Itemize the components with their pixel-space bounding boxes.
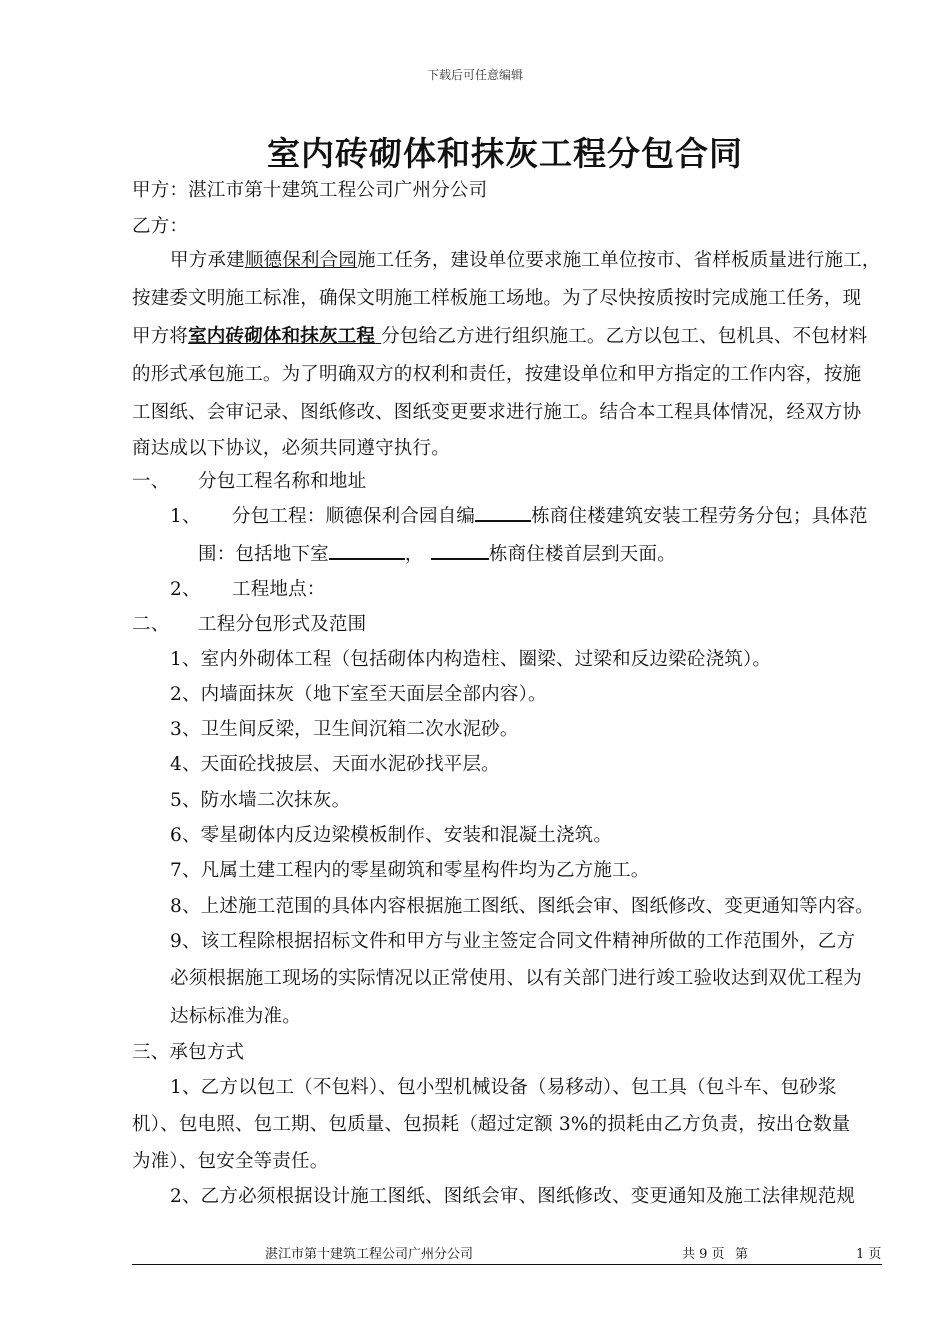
section2-item: 1、室内外砌体工程（包括砌体内构造柱、圈梁、过梁和反边梁砼浇筑）。 (170, 649, 772, 670)
item-text: 栋商住楼建筑安装工程劳务分包；具体范 (531, 506, 868, 527)
section1-title: 分包工程名称和地址 (198, 471, 367, 492)
section2-title: 工程分包形式及范围 (198, 614, 367, 635)
intro-line-3 (132, 322, 867, 348)
section3-p1-line3: 为准）、包安全等责任。 (132, 1151, 329, 1172)
intro-text: 分包给乙方进行组织施工。乙方以包工、包机具、不包材料 (381, 326, 868, 347)
footer-total-pages: 共 9 页 (682, 1247, 725, 1262)
section3-p1-line1: 1、乙方以包工（不包料）、包小型机械设备（易移动）、包工具（包斗车、包砂浆 (170, 1077, 837, 1098)
footer-page-label: 第 (735, 1247, 749, 1262)
party-b-line (132, 212, 188, 238)
section1-item1-line2 (198, 540, 676, 566)
work-name: 室内砖砌体和抹灰工程 (188, 326, 376, 347)
intro-line-1 (170, 246, 881, 272)
section1-number: 一、 (132, 471, 170, 492)
section1-item2: 工程地点： (232, 579, 326, 600)
intro-text: 施工任务，建设单位要求施工单位按市、省样板质量进行施工， (357, 250, 881, 271)
intro-text: 甲方承建 (170, 250, 245, 271)
blank-field (475, 502, 531, 522)
item-text: 分包工程：顺德保利合园自编 (232, 506, 476, 527)
item-text: ， (404, 544, 424, 565)
section1-item1-number: 1、 (170, 506, 201, 527)
intro-line-2: 按建委文明施工标准，确保文明施工样板施工场地。为了尽快按质按时完成施工任务，现 (132, 288, 862, 309)
intro-line-6: 商达成以下协议，必须共同遵守执行。 (132, 438, 450, 459)
section2-item9-line2: 必须根据施工现场的实际情况以正常使用、以有关部门进行竣工验收达到双优工程为 (170, 968, 862, 989)
party-a-name: 湛江市第十建筑工程公司广州分公司 (188, 180, 488, 201)
intro-line-4: 的形式承包施工。为了明确双方的权利和责任，按建设单位和甲方指定的工作内容，按施 (132, 364, 862, 385)
section2-item: 4、天面砼找披层、天面水泥砂找平层。 (170, 754, 500, 775)
section2-item: 7、凡属土建工程内的零星砌筑和零星构件均为乙方施工。 (170, 860, 650, 881)
footer-company: 湛江市第十建筑工程公司广州分公司 (265, 1247, 474, 1262)
blank-field (431, 540, 489, 560)
section2-item9-line1: 9、该工程除根据招标文件和甲方与业主签定合同文件精神所做的工作范围外，乙方 (170, 931, 856, 952)
section2-item: 5、防水墙二次抹灰。 (170, 790, 351, 811)
section2-number: 二、 (132, 614, 170, 635)
section3-p2-line1: 2、乙方必须根据设计施工图纸、图纸会审、图纸修改、变更通知及施工法律规范规 (170, 1186, 856, 1207)
document-title: 室内砖砌体和抹灰工程分包合同 (267, 134, 743, 173)
section2-item9-line3: 达标标准为准。 (170, 1006, 301, 1027)
section2-item: 2、内墙面抹灰（地下室至天面层全部内容）。 (170, 684, 547, 705)
blank-field (329, 540, 405, 560)
party-a-label: 甲方： (132, 180, 189, 201)
section3-title: 三、承包方式 (132, 1042, 245, 1063)
party-a-line (132, 176, 487, 202)
footer-page-number: 1 页 (856, 1247, 882, 1262)
intro-line-5: 工图纸、会审记录、图纸修改、图纸变更要求进行施工。结合本工程具体情况，经双方协 (132, 402, 862, 423)
item-text: 围：包括地下室 (198, 544, 329, 565)
section2-item: 6、零星砌体内反边梁模板制作、安装和混凝土浇筑。 (170, 825, 613, 846)
item-text: 栋商住楼首层到天面。 (488, 544, 676, 565)
party-b-label: 乙方： (132, 216, 189, 237)
section1-item1-line1 (232, 502, 868, 528)
project-name: 顺德保利合园 (244, 250, 358, 271)
section3-p1-line2: 机）、包电照、包工期、包质量、包损耗（超过定额 3%的损耗由乙方负责，按出仓数量 (132, 1114, 851, 1135)
section2-item: 8、上述施工范围的具体内容根据施工图纸、图纸会审、图纸修改、变更通知等内容。 (170, 896, 874, 917)
section1-item2-number: 2、 (170, 579, 201, 600)
intro-text: 甲方将 (132, 326, 189, 347)
header-note: 下载后可任意编辑 (426, 68, 523, 82)
section2-item: 3、卫生间反梁，卫生间沉箱二次水泥砂。 (170, 719, 519, 740)
footer-rule (132, 1264, 882, 1265)
